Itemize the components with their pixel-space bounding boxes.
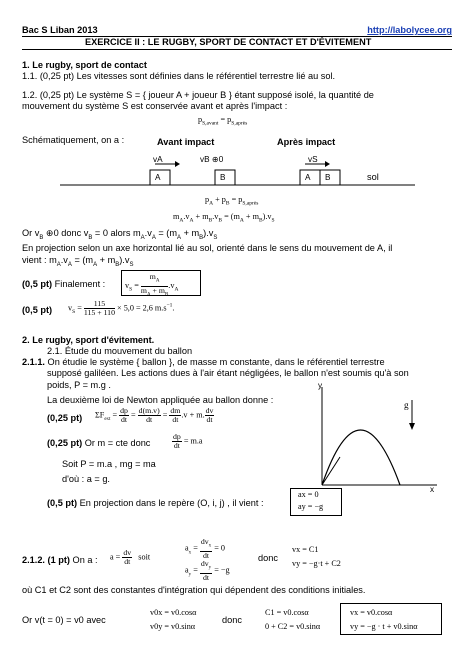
newton-equation: $\Sigma F_{ext}$ = $\frac{dp}{dt}$ = $\frac{d(m.v)}{dt}$ = $\frac{dm}{dt}$ .v + m. $\frac{dv}{dt}$: [95, 406, 214, 424]
header-rule-bottom: [22, 49, 452, 50]
donc-label: donc: [258, 553, 278, 563]
q11-text: 1.1. (0,25 pt) Les vitesses sont définies dans le référentiel terrestre lié au sol.: [22, 71, 336, 81]
soit-text: Soit P = m.a , mg = ma: [62, 459, 156, 469]
ax2-equation: $a_x$ = $\frac{dv_x}{dt}$ = 0: [185, 537, 225, 560]
vs-label: vS: [308, 155, 318, 164]
dou-text: d'où : a = g.: [62, 474, 110, 484]
vx-equation: vx = C1: [292, 545, 319, 554]
c1-equation: C1 = v0.cosα: [265, 608, 309, 617]
mass-constant-label: (0,25 pt) Or m = cte donc: [47, 438, 151, 448]
v0x-equation: v0x = v0.cosα: [150, 608, 197, 617]
c2-equation: 0 + C2 = v0.sinα: [265, 622, 321, 631]
va-label: vA: [153, 155, 163, 164]
numeric-equation: $v_S$ = $\frac{115}{115 + 110}$ × 5,0 = 2,6 $m.s^{-1}$.: [68, 299, 175, 317]
graph-x-label: x: [430, 485, 435, 494]
constants-text: où C1 et C2 sont des constantes d'intégration qui dépendent des conditions initiales.: [22, 585, 366, 595]
box-a-after-label: A: [305, 173, 311, 182]
exercise-title: EXERCICE II : LE RUGBY, SPORT DE CONTACT ET D'ÉVITEMENT: [85, 37, 372, 47]
vy-final-equation: vy = −g · t + v0.sinα: [350, 622, 418, 631]
proj-label: (0,5 pt) En projection dans le repère (O, i, j) , il vient :: [47, 498, 264, 508]
final-label: (0,5 pt) Finalement :: [22, 279, 106, 289]
newton-label: (0,25 pt): [47, 413, 83, 423]
numeric-label: (0,5 pt): [22, 305, 53, 315]
q211-text-3: poids, P = m.g .: [47, 380, 111, 390]
eq-conservation: $p_{S,avant} = p_{S,après}$: [198, 115, 248, 127]
q12-text-1: 1.2. (0,25 pt) Le système S = { joueur A + joueur B } étant supposé isolé, la quantité de: [22, 90, 374, 100]
schema-label: Schématiquement, on a :: [22, 135, 125, 145]
mass-constant-equation: $\frac{dp}{dt}$ = m.a: [173, 432, 203, 450]
q211-text-1: 2.1.1. On étudie le système { ballon }, de masse m constante, dans le référentiel terrestre: [22, 357, 385, 367]
eq-momentum-sum: $p_A + p_B = p_{S,après}$: [205, 195, 259, 207]
q211-text-2: supposé galiléen. Les actions dues à l'air étant négligées, le ballon n'est soumis qu'à son: [47, 368, 409, 378]
document-title: Bac S Liban 2013: [22, 25, 98, 35]
label-avant-impact: Avant impact: [157, 137, 215, 147]
newton-text: La deuxième loi de Newton appliquée au ballon donne :: [47, 395, 274, 405]
source-link[interactable]: http://labolycee.org: [367, 25, 452, 35]
graph-y-label: y: [318, 381, 323, 390]
box-b-label: B: [220, 173, 226, 182]
ay2-equation: $a_y$ = $\frac{dv_y}{dt}$ = −g: [185, 559, 230, 582]
projection-text-1: En projection selon un axe horizontal lié au sol, orienté dans le sens du mouvement de A, il: [22, 243, 393, 253]
subsection-2-1: 2.1. Étude du mouvement du ballon: [47, 346, 193, 356]
parabola-curve: [322, 430, 400, 485]
ay-value: ay = −g: [298, 502, 324, 511]
impact-schema: [60, 150, 420, 190]
vb-label: vB ⊕0: [200, 155, 224, 164]
eq-momentum-masses: $m_A.v_A + m_B.v_B = (m_A + m_B).v_S$: [173, 212, 275, 224]
donc2-label: donc: [222, 615, 242, 625]
graph-g-label: g: [404, 400, 409, 410]
v0y-equation: v0y = v0.sinα: [150, 622, 196, 631]
section-heading-1: 1. Le rugby, sport de contact: [22, 60, 147, 70]
ax-value: ax = 0: [298, 490, 319, 499]
final-equation: $v_S$ = $\frac{m_A}{m_A + m_B}$ $.v_A$: [125, 272, 179, 298]
initial-velocity-text: Or v(t = 0) = v0 avec: [22, 615, 106, 625]
trajectory-graph: [312, 385, 447, 490]
q12-text-2: mouvement du système S est conservée avant et après l'impact :: [22, 101, 288, 111]
q212-label: 2.1.2. (1 pt) On a :: [22, 555, 98, 565]
vy-equation: vy = −g·t + C2: [292, 559, 341, 568]
section-heading-2: 2. Le rugby, sport d'évitement.: [22, 335, 155, 345]
q212-equation: a = $\frac{dv}{dt}$ soit: [110, 548, 151, 566]
label-apres-impact: Après impact: [277, 137, 336, 147]
box-b-after-label: B: [325, 173, 331, 182]
vx-final-equation: vx = v0.cosα: [350, 608, 393, 617]
vb-zero-text: Or $v_B$ ⊕0 donc $v_B = 0$ alors $m_A.v_A = (m_A + m_B).v_S$: [22, 228, 218, 241]
projection-text-2: vient : $m_A.v_A = (m_A + m_B).v_S$: [22, 255, 134, 268]
box-a-label: A: [155, 173, 161, 182]
sol-label: sol: [367, 172, 379, 182]
